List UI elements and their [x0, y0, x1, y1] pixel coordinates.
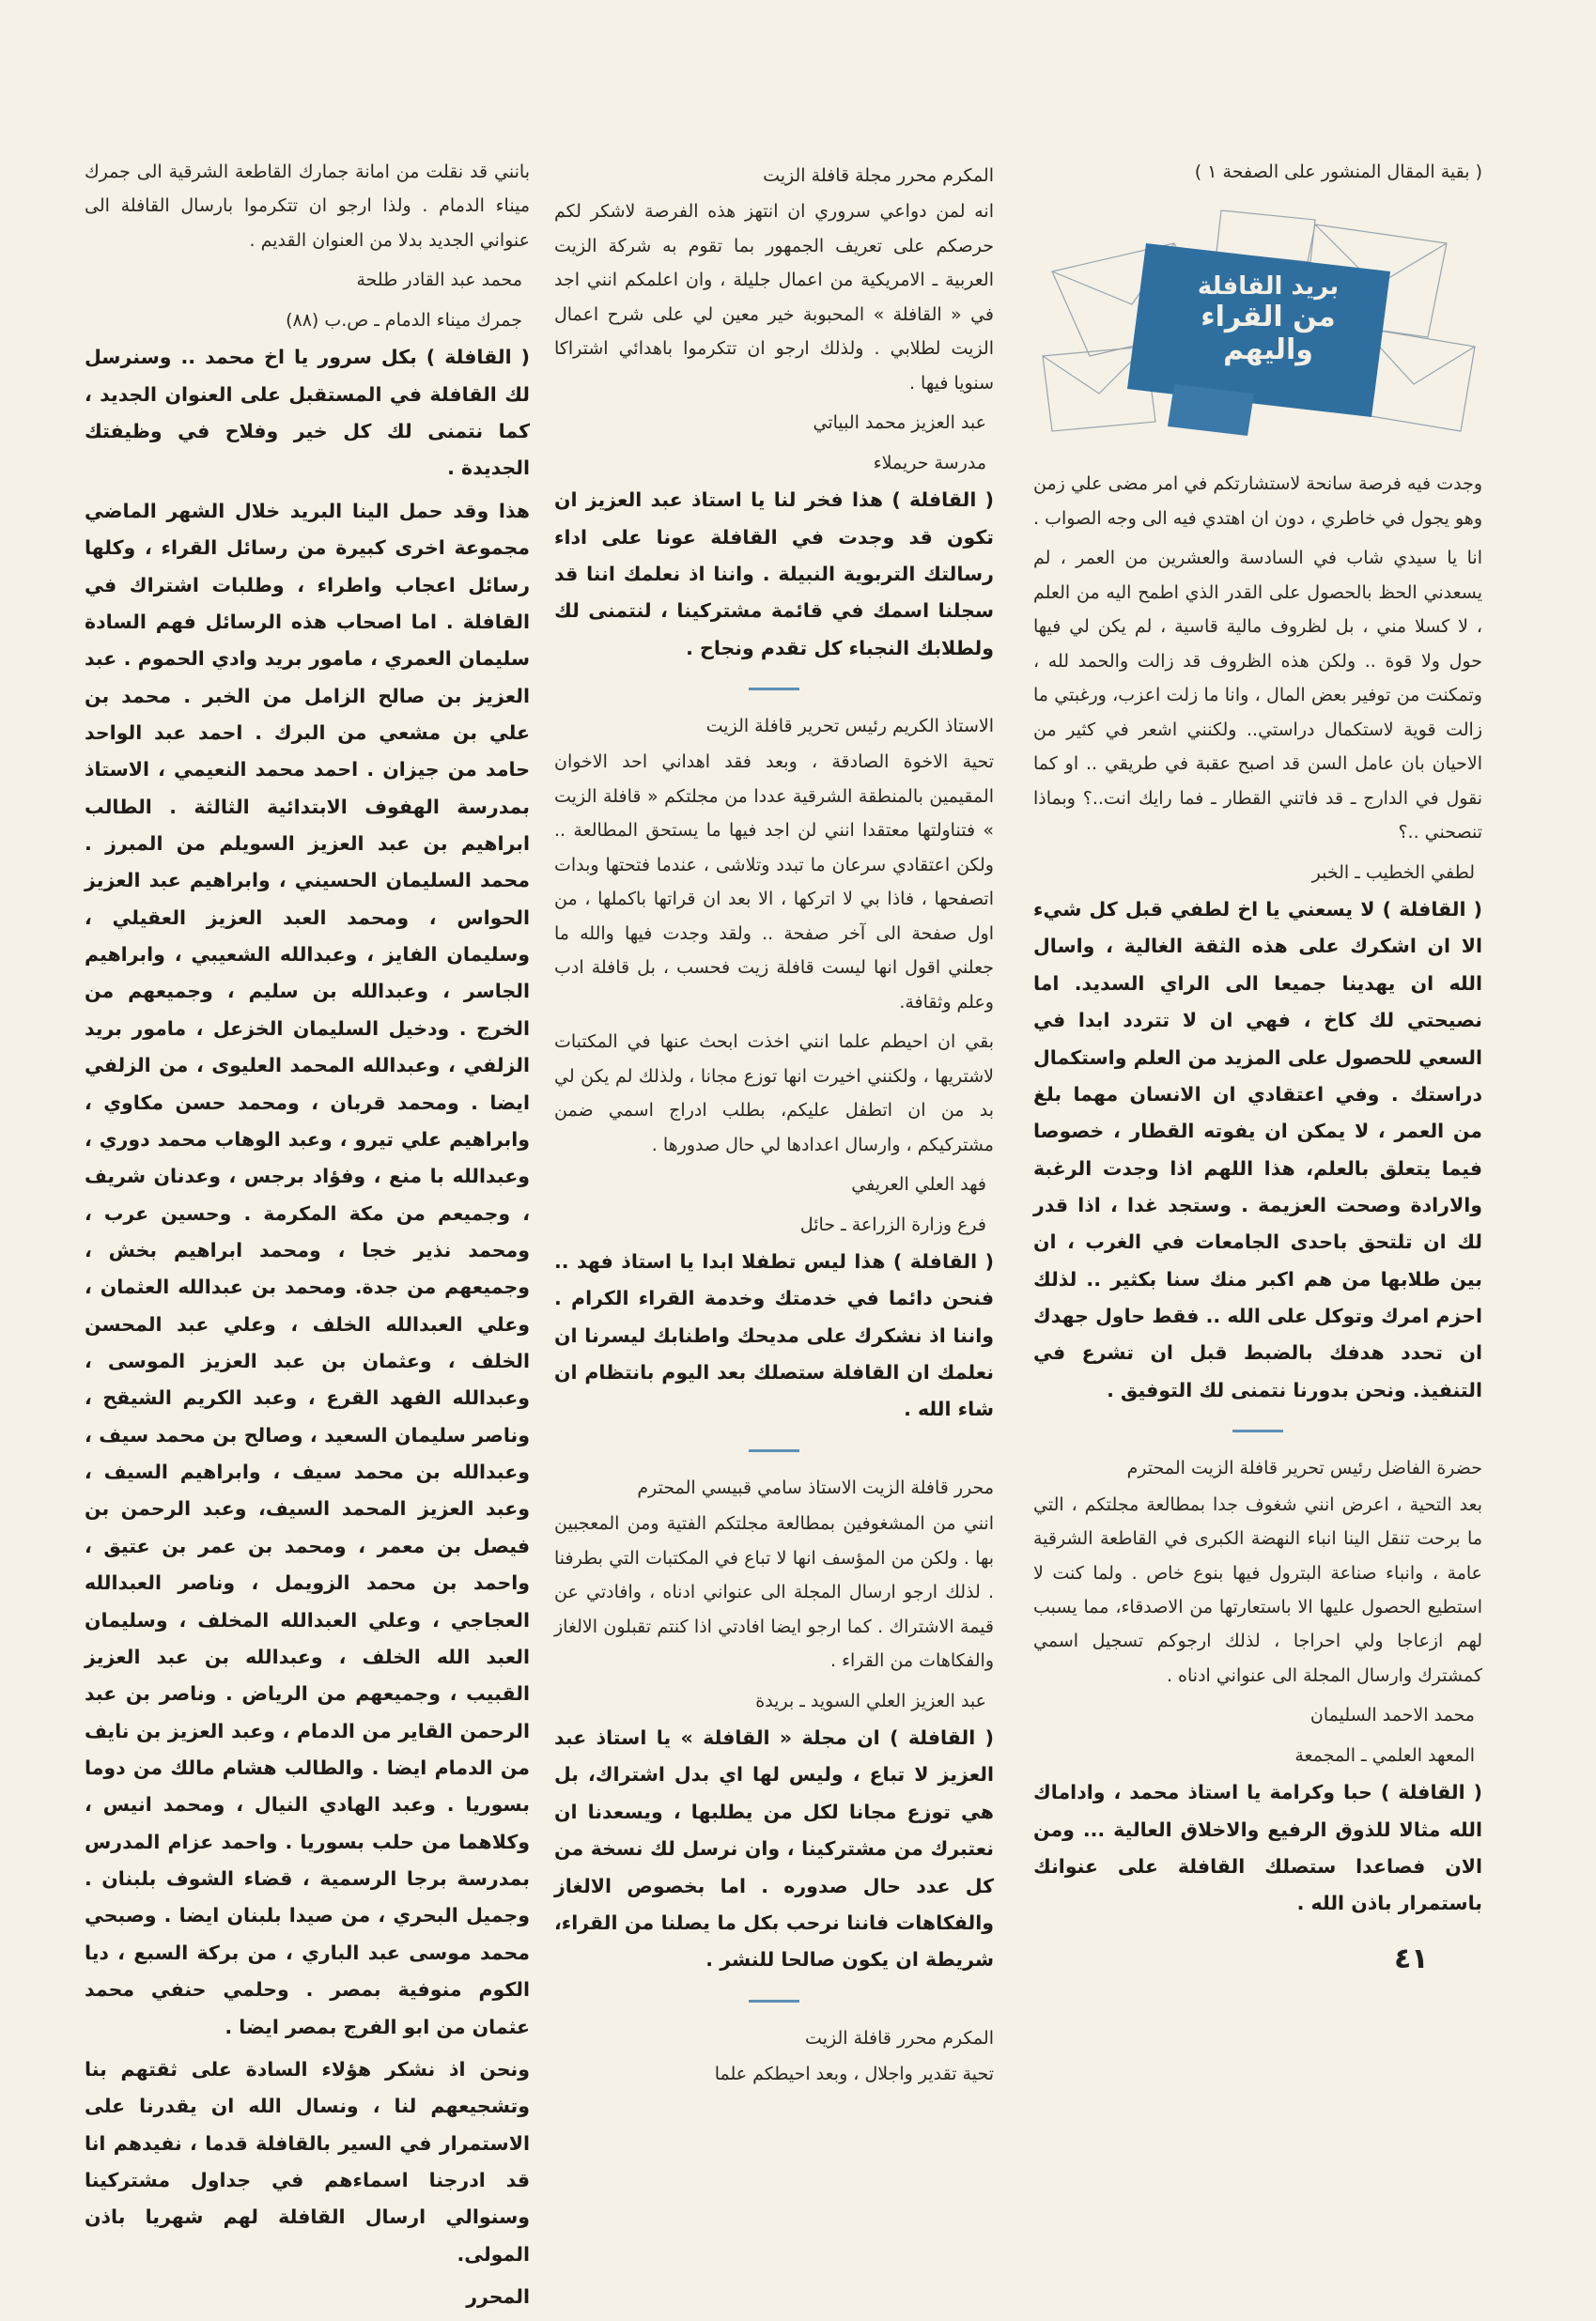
banner-title — [1155, 273, 1381, 366]
editor-reply: ( القافلة ) ان مجلة « القافلة » يا استاذ عبد العزيز لا تباع ، وليس لها اي بدل اشتراك، بل هي توزع مجانا لكل من يطلبها ، ويسعدنا ان نعتبرك من مشتركينا ، وان نرسل لك نسخة من كل عدد حال صدوره . اما بخصوص الالغاز والفكاهات فاننا نرحب بكل ما يصلنا من القراء، شريطة ان يكون صالحا للنشر . — [554, 1726, 994, 1972]
readers-list-paragraph: هذا وقد حمل الينا البريد خلال الشهر الماضي مجموعة اخرى كبيرة من رسائل القراء ، وكلها رسائل اعجاب واطراء ، وطلبات اشتراك في القافلة . اما اصحاب هذه الرسائل فهم السادة سليمان العمري ، مامور بريد وادي الحموم . عبد العزيز بن صالح الزامل من الخبر . محمد بن علي بن مشعي من البرك . احمد عبد الواحد حامد من جيزان . احمد محمد النعيمي ، الاستاذ بمدرسة الهفوف الابتدائية الثالثة . الطالب ابراهيم بن عبد العزيز السويلم من المبرز . محمد السليمان الحسيني ، وابراهيم عبد العزيز الحواس ، ومحمد العبد العزيز العقيلي ، وسليمان الفايز ، وعبدالله الشعيبي ، وابراهيم الجاسر ، وعبدالله بن سليم ، وجميعهم من الخرج . ودخيل السليمان الخزعل ، مامور بريد الزلفي ، وعبدالله المحمد العليوى ، من الزلفي ايضا . ومحمد قربان ، ومحمد حسن مكاوي ، وابراهيم علي تيرو ، وعبد الوهاب محمد دوري ، وعبدالله با منع ، وفؤاد برجس ، وعدنان شريف ، وجميعم من مكة المكرمة . وحسين عرب ، ومحمد نذير خجا ، ومحمد ابراهيم بخش ، وجميعهم من جدة. ومحمد بن عبدالله العثمان ، وعلي العبدالله الخلف ، وعلي عبد المحسن الخلف ، وعثمان بن عبد العزيز الموسى ، وعبدالله الفهد القرع ، وعبد الكريم الشيقح ، وناصر سليمان السعيد ، وصالح بن محمد سيف ، وعبدالله بن محمد سيف ، وابراهيم السيف ، وعبد العزيز المحمد السيف، وعبد الرحمن بن فيصل بن معمر ، ومحمد بن عمر بن عتيق ، واحمد بن محمد الزويمل ، وناصر العبدالله العجاجي ، وعلي العبدالله المخلف ، وسليمان العبد الله الخلف ، وعبدالله بن عبد العزيز القبيب ، وجميعهم من الرياض . وناصر بن عبد الرحمن القاير من الدمام ، وعبد العزيز بن نايف من الدمام ايضا . والطالب هشام مالك من دوما بسوريا . وعبد الهادي النيال ، ومحمد انيس ، وكلاهما من حلب بسوريا . واحمد عزام المدرس بمدرسة برجا الرسمية ، قضاء الشوف بلبنان . وجميل البحري ، من صيدا بلبنان ايضا . وصبحي محمد موسى عبد الباري ، من بركة السبع ، ديا الكوم منوفية بمصر . وحلمي حنفي محمد عثمان من ابو الفرج بمصر ايضا . — [85, 499, 530, 2038]
letter-paragraph: انه لمن دواعي سروري ان انتهز هذه الفرصة لاشكر لكم حرصكم على تعريف الجمهور بما تقوم به شركة الزيت العربية ـ الامريكية من اعمال جليلة ، وان اعلمكم انني اجد في « القافلة » المحبوبة خير معين لي على شرح اعمال الزيت لطلابي . ولذلك ارجو ان تتكرموا باهدائي اشتراكا سنويا فيها . — [554, 201, 994, 394]
editor-reply: ( القافلة ) هذا ليس تطفلا ابدا يا استاذ فهد .. فنحن دائما في خدمتك وخدمة القراء الكرام . واننا اذ نشكرك على مديحك واطنابك ليسرنا ان نعلمك ان القافلة ستصلك بعد اليوم بانتظام ان شاء الله . — [554, 1250, 994, 1421]
left-column — [85, 155, 530, 2321]
letter-signature: عبد العزيز العلي السويد ـ بريدة — [755, 1690, 986, 1711]
closing-paragraph: ونحن اذ نشكر هؤلاء السادة على ثقتهم بنا وتشجيعهم لنا ، ونسال الله ان يقدرنا على الاستمرار في السير بالقافلة قدما ، نفيدهم انا قد ادرجنا اسماءهم في جداول مشتركينا وسنوالي ارسال القافلة لهم شهريا باذن المولى. — [85, 2057, 530, 2266]
letter-paragraph: بعد التحية ، اعرض انني شغوف جدا بمطالعة مجلتكم ، التي ما برحت تنقل الينا انباء النهضة الكبرى في القاطعة الشرقية عامة ، وانباء صناعة البترول فيها بنوع خاص . ولما كنت لا استطيع الحصول عليها الا باستعارتها من الاصدقاء، مما يسبب لهم ازعاجا ولي احراجا ، لذلك ارجوكم تسجيل اسمي كمشترك وارسال المجلة الى عنواني ادناه . — [1033, 1493, 1482, 1686]
letter-paragraph: انا يا سيدي شاب في السادسة والعشرين من العمر ، لم يسعدني الحظ بالحصول على القدر الذي اطمح اليه من العلم ، لا كسلا مني ، بل لظروف مالية قاسية ، لم يكن لي فيها حول ولا قوة .. ولكن هذه الظروف قد زالت والحمد لله ، وتمكنت من توفير بعض المال ، وانا ما زلت اعزب، ورغبتي ما زالت قوية لاستكمال دراستي.. ولكنني اشعر في كثير من الاحيان بان عامل السن قد اصبح عقبة في طريقي .. او كما نقول في الدارج ـ قد فاتني القطار ـ فما رايك انت..؟ وبماذا تنصحني ..؟ — [1033, 548, 1482, 843]
letter-paragraph: انني من المشغوفين بمطالعة مجلتكم الفتية ومن المعجبين بها . ولكن من المؤسف انها لا تباع في المكتبات التي بطرفنا . لذلك ارجو ارسال المجلة الى عنواني ادناه ، وافادتي عن قيمة الاشتراك . كما ارجو ايضا افادتي اذا كنتم تقبلون الالغاز والفكاهات من القراء . — [554, 1513, 994, 1672]
mailbag-banner — [1033, 206, 1482, 441]
letter-signature-place: جمرك ميناء الدمام ـ ص.ب (٨٨) — [286, 309, 522, 331]
section-divider — [749, 2000, 799, 2003]
letter-signature-place: مدرسة حريملاء — [873, 452, 986, 473]
letter-salutation: حضرة الفاضل رئيس تحرير قافلة الزيت المحترم — [1126, 1458, 1482, 1479]
letter-paragraph: بقي ان احيطم علما انني اخذت ابحث عنها في المكتبات لاشتريها ، ولكنني اخيرت انها توزع مجانا ، ولذلك لم يكن لي بد من ان اتطفل عليكم، بطلب ادراج اسمي ضمن مشتركيكم ، وارسال اعدادها لي حال صدورها . — [554, 1031, 994, 1155]
middle-column — [554, 155, 994, 2097]
letter-paragraph: تحية تقدير واجلال ، وبعد احيطكم علما — [714, 2064, 994, 2085]
letter-signature-place: المعهد العلمي ـ المجمعة — [1294, 1744, 1475, 1766]
section-divider — [749, 688, 799, 690]
editor-reply: ( القافلة ) بكل سرور يا اخ محمد .. وسنرسل لك القافلة في المستقبل على العنوان الجديد ، كما نتمنى لك كل خير وفلاح في وظيفتك الجديدة . — [85, 346, 530, 480]
letter-paragraph: تحية الاخوة الصادقة ، وبعد فقد اهداني احد الاخوان المقيمين بالمنطقة الشرقية عددا من مجلتكم « قافلة الزيت » فتناولتها معتقدا انني لن اجد فيها ما يستحق المطالعة .. ولكن اعتقادي سرعان ما تبدد وتلاشى ، عندما فتحتها وبدات اتصفحها ، فاذا بي لا اتركها ، الا بعد ان قراتها باكملها ، من اول صفحة الى آخر صفحة .. ولقد وجدت فيها والله ما جعلني اقول انها ليست قافلة زيت فحسب ، بل قافلة ادب وعلم وثقافة. — [554, 751, 994, 1013]
letter-paragraph: وجدت فيه فرصة سانحة لاستشارتكم في امر مضى علي زمن وهو يجول في خاطري ، دون ان اهتدي فيه الى وجه الصواب . — [1033, 473, 1482, 529]
letter-signature: محمد الاحمد السليمان — [1309, 1705, 1475, 1726]
letter-salutation: محرر قافلة الزيت الاستاذ سامي قبيسي المحترم — [637, 1477, 994, 1498]
editor-signature: المحرر — [466, 2285, 530, 2309]
editor-reply: ( القافلة ) هذا فخر لنا يا استاذ عبد العزيز ان تكون قد وجدت في القافلة عونا على اداء رسالتك التربوية النبيلة . واننا اذ نعلمك اننا قد سجلنا اسمك في قائمة مشتركينا ، لنتمنى لك ولطلابك النجباء كل تقدم ونجاح . — [554, 488, 994, 659]
continuation-note: ( بقية المقال المنشور على الصفحة ١ ) — [1194, 162, 1482, 182]
section-divider — [749, 1449, 799, 1452]
letter-salutation: المكرم محرر مجلة قافلة الزيت — [763, 165, 994, 186]
banner-title-line2: من القراء واليهم — [1201, 301, 1336, 366]
editor-reply: ( القافلة ) حبا وكرامة يا استاذ محمد ، واداماك الله مثالا للذوق الرفيع والاخلاق العالية ... ومن الان فصاعدا ستصلك القافلة على عنوانك باستمرار باذن الله . — [1033, 1781, 1482, 1915]
letter-paragraph: بانني قد نقلت من امانة جمارك القاطعة الشرقية الى جمرك ميناء الدمام . ولذا ارجو ان تتكرموا بارسال القافلة الى عنواني الجديد بدلا من العنوان القديم . — [85, 162, 530, 251]
letter-salutation: الاستاذ الكريم رئيس تحرير قافلة الزيت — [705, 716, 994, 737]
section-divider — [1232, 1430, 1283, 1432]
right-column — [1033, 155, 1482, 1928]
editor-reply: ( القافلة ) لا يسعني يا اخ لطفي قبل كل شيء الا ان اشكرك على هذه الثقة الغالية ، واسال الله ان يهدينا جميعا الى الراي السديد. اما نصيحتي لك كاخ ، فهي ان لا تتردد ابدا في السعي للحصول على المزيد من العلم واستكمال دراستك . وفي اعتقادي ان الانسان مهما بلغ من العمر ، لا يمكن ان يفوته القطار ، خصوصا فيما يتعلق بالعلم، هذا اللهم اذا وجدت الرغبة والارادة وصحت العزيمة . وستجد غدا ، اذا قدر لك ان تلتحق باحدى الجامعات في الغرب ، ان بين طلابها من هم اكبر منك سنا بكثير .. لذلك احزم امرك وتوكل على الله .. فقط حاول جهدك ان تحدد هدفك بالضبط قبل ان تشرع في التنفيذ. ونحن بدورنا نتمنى لك التوفيق . — [1033, 898, 1482, 1401]
letter-signature-place: فرع وزارة الزراعة ـ حائل — [799, 1214, 986, 1235]
page-number: ٤١ — [1394, 1942, 1429, 1975]
letter-signature: محمد عبد القادر طلحة — [356, 270, 522, 291]
banner-title-line1: بريد القافلة — [1197, 272, 1340, 302]
letter-salutation: المكرم محرر قافلة الزيت — [805, 2027, 994, 2049]
letter-signature: عبد العزيز محمد البياتي — [813, 412, 986, 434]
letter-signature: فهد العلي العريفي — [851, 1174, 986, 1196]
letter-signature: لطفي الخطيب ـ الخبر — [1311, 861, 1475, 883]
